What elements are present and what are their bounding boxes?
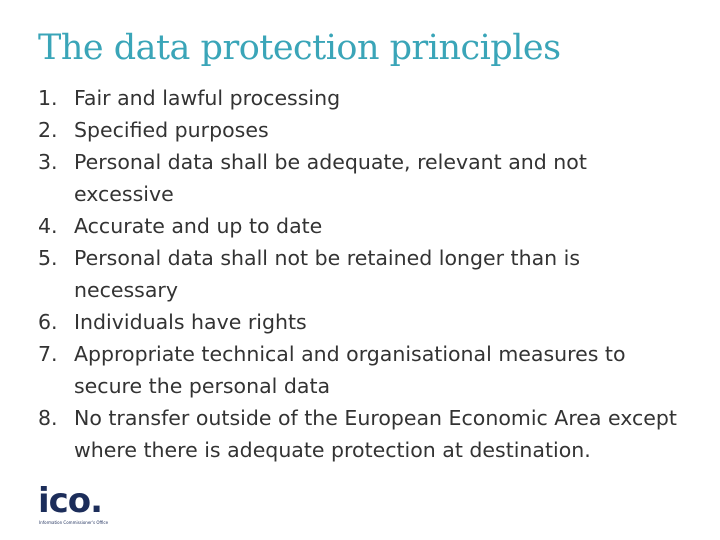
principles-list: [38, 82, 688, 466]
list-item-number: 1.: [38, 86, 58, 110]
list-item-number: 6.: [38, 310, 58, 334]
logo-word: ico: [38, 481, 91, 521]
list-item-number: 5.: [38, 246, 58, 270]
logo-dot: .: [90, 481, 103, 521]
list-item-text: Specified purposes: [74, 118, 269, 142]
list-item: [38, 306, 688, 338]
ico-logo: [38, 481, 118, 528]
list-item-number: 7.: [38, 342, 58, 366]
list-item: [38, 82, 688, 114]
list-item-number: 3.: [38, 150, 58, 174]
list-item-number: 8.: [38, 406, 58, 430]
list-item-text: Fair and lawful processing: [74, 86, 341, 110]
list-item-text: Accurate and up to date: [74, 214, 323, 238]
list-item-text: Personal data shall not be retained longer than is necessary: [74, 246, 581, 302]
logo-wordmark: [38, 481, 103, 521]
list-item: [38, 210, 688, 242]
list-item: [38, 146, 688, 210]
list-item-number: 4.: [38, 214, 58, 238]
list-item-text: Personal data shall be adequate, relevant and not excessive: [74, 150, 587, 206]
list-item-number: 2.: [38, 118, 58, 142]
list-item-text: No transfer outside of the European Economic Area except where there is adequate protection at destination.: [74, 406, 677, 462]
list-item: [38, 402, 688, 466]
list-item: [38, 338, 688, 402]
list-item-text: Individuals have rights: [74, 310, 307, 334]
logo-tagline: Information Commissioner's Office: [39, 520, 109, 525]
list-item-text: Appropriate technical and organisational measures to secure the personal data: [74, 342, 626, 398]
list-item: [38, 114, 688, 146]
slide-title: The data protection principles: [38, 28, 561, 68]
list-item: [38, 242, 688, 306]
